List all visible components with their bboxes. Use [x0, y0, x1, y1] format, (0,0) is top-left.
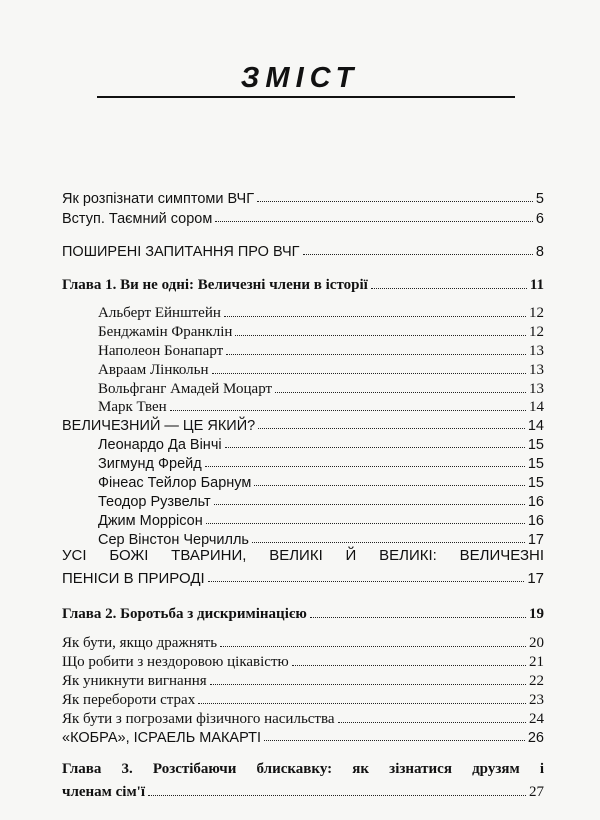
toc-leader — [224, 316, 526, 317]
toc-entry — [62, 207, 544, 227]
toc-entry-page: 13 — [529, 362, 544, 378]
toc-entry-page: 16 — [527, 494, 544, 510]
toc-entry-page: 27 — [529, 784, 544, 800]
toc-entry — [62, 708, 544, 728]
toc-leader — [210, 684, 526, 685]
toc-entry-page: 14 — [529, 399, 544, 415]
toc-entry-title: Джим Моррісон — [98, 513, 203, 529]
toc-leader — [252, 542, 525, 543]
toc-entry — [98, 378, 544, 398]
toc-entry-page: 21 — [529, 654, 544, 670]
toc-leader — [205, 466, 525, 467]
toc-entry-title: Вступ. Таємний сором — [62, 211, 213, 227]
toc-entry-page: 19 — [529, 606, 544, 622]
toc-entry-title: Що робити з нездоровою цікавістю — [62, 654, 289, 670]
toc-entry-page: 26 — [527, 730, 544, 746]
toc-leader — [148, 795, 526, 796]
toc-leader — [220, 646, 526, 647]
toc-entry — [98, 471, 544, 491]
page-title: ЗМІСТ — [240, 62, 360, 94]
toc-leader — [275, 392, 526, 393]
toc-entry-title: Глава 1. Ви не одні: Величезні члени в історії — [62, 277, 368, 293]
toc-entry — [98, 396, 544, 416]
toc-entry-line2 — [62, 781, 544, 801]
toc-entry-title-line1: Глава 3. Розстібаючи блискавку: як зізнатися друзям і — [62, 761, 544, 777]
toc-leader — [264, 740, 525, 741]
toc-leader — [254, 485, 525, 486]
toc-entry — [98, 359, 544, 379]
toc-entry-page: 8 — [535, 244, 544, 260]
toc-entry — [62, 651, 544, 671]
toc-entry-page: 16 — [527, 513, 544, 529]
toc-entry — [98, 509, 544, 529]
toc-entry-title: Як бути з погрозами фізичного насильства — [62, 711, 335, 727]
toc-entry-title: Теодор Рузвельт — [98, 494, 211, 510]
toc-entry-title: ПОШИРЕНІ ЗАПИТАННЯ ПРО ВЧГ — [62, 244, 300, 260]
toc-entry — [98, 302, 544, 322]
toc-entry-title: Авраам Лінкольн — [98, 362, 209, 378]
toc-chapter-entry — [62, 274, 544, 294]
toc-entry-title: Альберт Ейнштейн — [98, 305, 221, 321]
toc-entry-multiline — [62, 547, 544, 587]
toc-entry-page: 12 — [529, 305, 544, 321]
toc-entry — [62, 689, 544, 709]
toc-entry-title: Наполеон Бонапарт — [98, 343, 224, 359]
toc-leader — [226, 354, 526, 355]
toc-entry-line2 — [62, 567, 544, 587]
toc-entry-page: 13 — [529, 381, 544, 397]
toc-entry-title: Леонардо Да Вінчі — [98, 437, 222, 453]
toc-entry-title: Як уникнути вигнання — [62, 673, 207, 689]
toc-entry-title: Глава 2. Боротьба з дискримінацією — [62, 606, 307, 622]
toc-entry-page: 23 — [529, 692, 544, 708]
toc-entry — [62, 414, 544, 434]
toc-leader — [214, 504, 525, 505]
toc-entry-title: Бенджамін Франклін — [98, 324, 233, 340]
toc-entry-title: «КОБРА», ІСРАЕЛЬ МАКАРТІ — [62, 730, 262, 746]
toc-leader — [310, 617, 526, 618]
toc-entry — [62, 632, 544, 652]
toc-entry-page: 17 — [527, 570, 544, 587]
toc-entry-page: 17 — [527, 532, 544, 548]
toc-entry-page: 6 — [535, 211, 544, 227]
toc-entry-page: 15 — [527, 437, 544, 453]
toc-leader — [371, 288, 527, 289]
toc-leader — [338, 722, 526, 723]
toc-entry-page: 5 — [535, 191, 544, 207]
toc-leader — [225, 447, 525, 448]
toc-entry — [62, 726, 544, 746]
toc-entry-page: 15 — [527, 475, 544, 491]
toc-entry — [98, 321, 544, 341]
toc-entry-page: 15 — [527, 456, 544, 472]
toc-entry-page: 22 — [529, 673, 544, 689]
toc-entry-title: ВЕЛИЧЕЗНИЙ — ЦЕ ЯКИЙ? — [62, 418, 256, 434]
toc-entry-title-line2: членам сім'ї — [62, 784, 146, 800]
toc-chapter-entry — [62, 603, 544, 623]
toc-entry-title: Сер Вінстон Черчилль — [98, 532, 249, 548]
toc-entry — [98, 452, 544, 472]
toc-leader — [292, 665, 526, 666]
toc-leader — [212, 373, 526, 374]
toc-entry — [98, 490, 544, 510]
toc-leader — [170, 410, 526, 411]
toc-leader — [258, 428, 525, 429]
toc-entry-page: 20 — [529, 635, 544, 651]
toc-entry-title: Як бути, якщо дражнять — [62, 635, 218, 651]
toc-chapter-entry-multiline — [62, 761, 544, 801]
toc-leader — [208, 581, 525, 582]
toc-entry-title: Фінеас Тейлор Барнум — [98, 475, 252, 491]
toc-leader — [235, 335, 526, 336]
toc-leader — [198, 703, 526, 704]
toc-entry — [62, 240, 544, 260]
toc-entry — [98, 340, 544, 360]
toc-entry-page: 11 — [529, 277, 544, 293]
toc-entry-title: Вольфганг Амадей Моцарт — [98, 381, 273, 397]
toc-entry-page: 12 — [529, 324, 544, 340]
toc-entry-page: 13 — [529, 343, 544, 359]
toc-leader — [206, 523, 525, 524]
toc-entry-page: 24 — [529, 711, 544, 727]
toc-leader — [215, 221, 533, 222]
toc-leader — [257, 201, 533, 202]
toc-entry-page: 14 — [527, 418, 544, 434]
toc-entry-title: Марк Твен — [98, 399, 167, 415]
toc-entry — [62, 187, 544, 207]
toc-entry-title-line1: УСІ БОЖІ ТВАРИНИ, ВЕЛИКІ Й ВЕЛИКІ: ВЕЛИЧЕЗНІ — [62, 547, 544, 564]
toc-entry-title-line2: ПЕНІСИ В ПРИРОДІ — [62, 570, 205, 587]
toc-leader — [303, 254, 533, 255]
toc-entry — [62, 670, 544, 690]
toc-entry-title: Як перебороти страх — [62, 692, 196, 708]
toc-entry — [98, 433, 544, 453]
toc-entry-title: Зигмунд Фрейд — [98, 456, 202, 472]
toc-entry-title: Як розпізнати симптоми ВЧГ — [62, 191, 255, 207]
title-underline — [97, 96, 515, 98]
toc-entry — [98, 528, 544, 548]
